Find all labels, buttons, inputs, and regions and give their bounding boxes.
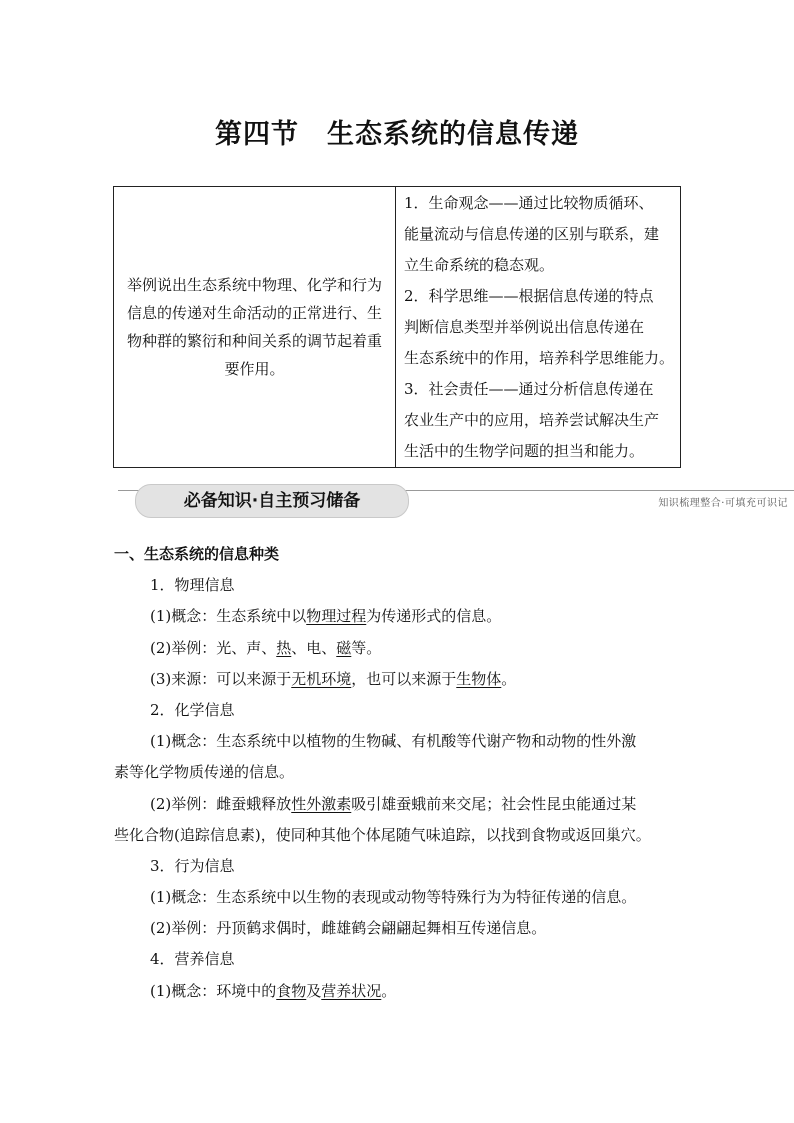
- literacy-line: 农业生产中的应用，培养尝试解决生产: [403, 410, 659, 429]
- curriculum-requirement: 举例说出生态系统中物理、化学和行为信息的传递对生命活动的正常进行、生物种群的繁衍和种间关系的调节起着重要作用。: [114, 187, 396, 468]
- paragraph-line: (2)举例：雌蚕蛾释放性外激素吸引雄蚕蛾前来交尾；社会性昆虫能通过某: [150, 794, 637, 813]
- paragraph-line: 素等化学物质传递的信息。: [114, 763, 295, 782]
- objectives-row: [114, 187, 681, 468]
- section-name: 生态系统的信息传递: [327, 119, 579, 150]
- literacy-line: 3．社会责任——通过分析信息传递在: [403, 379, 654, 398]
- paragraph-line: (1)概念：环境中的食物及营养状况。: [150, 981, 397, 1000]
- paragraph-line: (2)举例：光、声、热、电、磁等。: [150, 638, 382, 657]
- literacy-line: 生态系统中的作用，培养科学思维能力。: [403, 348, 674, 367]
- subsection-title: 2．化学信息: [150, 700, 235, 719]
- section-number: 第四节: [215, 119, 299, 150]
- objectives-table: [113, 186, 681, 468]
- fill-in-answer: 物理过程: [306, 607, 367, 626]
- literacy-line: 2．科学思维——根据信息传递的特点: [403, 286, 654, 305]
- literacy-line: 判断信息类型并举例说出信息传递在: [403, 317, 644, 336]
- paragraph-line: 些化合物(追踪信息素)，使同种其他个体尾随气味追踪，以找到食物或返回巢穴。: [114, 825, 651, 844]
- paragraph-line: (3)来源：可以来源于无机环境，也可以来源于生物体。: [150, 669, 517, 688]
- paragraph-line: (2)举例：丹顶鹤求偶时，雌雄鹤会翩翩起舞相互传递信息。: [150, 919, 547, 938]
- fill-in-answer: 营养状况: [321, 981, 382, 1000]
- paragraph-line: (1)概念：生态系统中以生物的表现或动物等特殊行为为特征传递的信息。: [150, 888, 637, 907]
- banner-note: 知识梳理整合·可填充可识记: [658, 498, 788, 509]
- subsection-title: 3．行为信息: [150, 856, 235, 875]
- core-literacy: [395, 187, 680, 468]
- section-banner: [0, 484, 794, 518]
- paragraph-line: (1)概念：生态系统中以物理过程为传递形式的信息。: [150, 607, 502, 626]
- subsection-title: 4．营养信息: [150, 950, 235, 969]
- fill-in-answer: 性外激素: [291, 794, 352, 813]
- literacy-line: 生活中的生物学问题的担当和能力。: [403, 441, 644, 460]
- fill-in-answer: 生物体: [456, 669, 502, 688]
- fill-in-answer: 食物: [276, 981, 307, 1000]
- literacy-line: 能量流动与信息传递的区别与联系，建: [403, 224, 659, 243]
- literacy-line: 立生命系统的稳态观。: [403, 255, 554, 274]
- section-heading: 一、生态系统的信息种类: [114, 545, 280, 563]
- fill-in-answer: 热: [276, 638, 292, 657]
- subsection-title: 1．物理信息: [150, 576, 235, 595]
- fill-in-answer: 无机环境: [291, 669, 352, 688]
- content-body: [114, 539, 684, 1007]
- literacy-line: 1．生命观念——通过比较物质循环、: [403, 193, 654, 212]
- page-title: [0, 112, 794, 151]
- paragraph-line: (1)概念：生态系统中以植物的生物碱、有机酸等代谢产物和动物的性外激: [150, 732, 637, 751]
- fill-in-answer: 磁: [336, 638, 352, 657]
- banner-label: 必备知识·自主预习储备: [135, 484, 409, 518]
